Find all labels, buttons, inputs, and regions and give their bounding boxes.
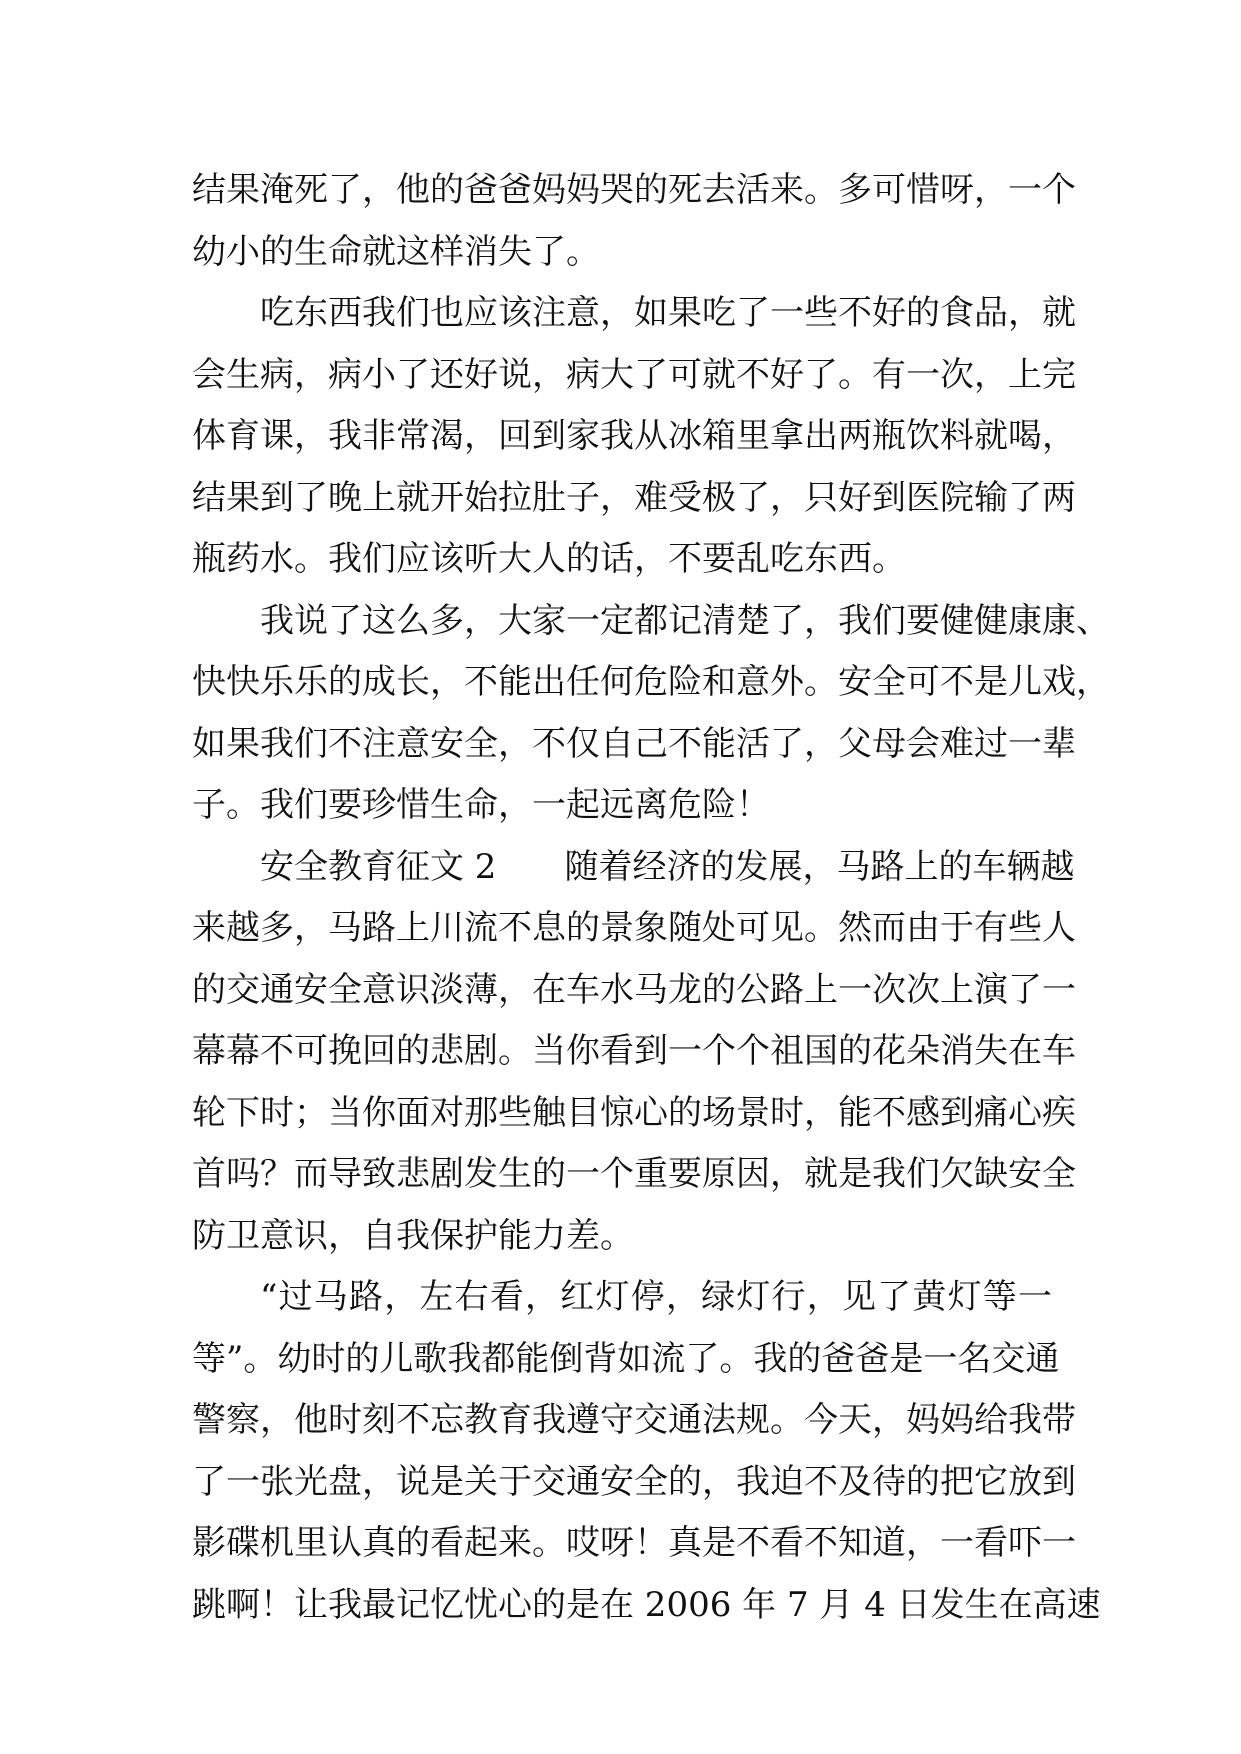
text-line: 会生病，病小了还好说，病大了可就不好了。有一次，上完 — [192, 354, 1076, 395]
text-line: 体育课，我非常渴，回到家我从冰箱里拿出两瓶饮料就喝， — [192, 416, 1076, 456]
text-line: 警察，他时刻不忘教育我遵守交通法规。今天，妈妈给我带 — [192, 1400, 1076, 1440]
text-line: 防卫意识，自我保护能力差。 — [192, 1215, 634, 1256]
text-line: 跳啊！让我最记忆忧心的是在 2006 年 7 月 4 日发生在高速 — [192, 1584, 1101, 1625]
text-line: 幼小的生命就这样消失了。 — [192, 231, 600, 272]
text-line: 了一张光盘，说是关于交通安全的，我迫不及待的把它放到 — [192, 1461, 1076, 1502]
text-line: 结果到了晚上就开始拉肚子，难受极了，只好到医院输了两 — [192, 477, 1076, 518]
text-line: 的交通安全意识淡薄，在车水马龙的公路上一次次上演了一 — [192, 969, 1076, 1010]
text-line: 快快乐乐的成长，不能出任何危险和意外。安全可不是儿戏， — [192, 662, 1110, 702]
text-line: 子。我们要珍惜生命，一起远离危险！ — [192, 785, 770, 825]
document-body — [192, 160, 1110, 1636]
text-line: 吃东西我们也应该注意，如果吃了一些不好的食品，就 — [260, 293, 1076, 333]
text-line: 瓶药水。我们应该听大人的话，不要乱吃东西。 — [192, 539, 906, 579]
text-line: 影碟机里认真的看起来。哎呀！真是不看不知道，一看吓一 — [192, 1523, 1076, 1563]
text-line: 我说了这么多，大家一定都记清楚了，我们要健健康康、 — [260, 600, 1110, 641]
text-line: 如果我们不注意安全，不仅自己不能活了，父母会难过一辈 — [192, 723, 1076, 764]
section-heading-line: 安全教育征文 2 随着经济的发展，马路上的车辆越 — [260, 846, 1075, 887]
text-line: 轮下时；当你面对那些触目惊心的场景时，能不感到痛心疾 — [192, 1092, 1076, 1133]
text-line: 等”。幼时的儿歌我都能倒背如流了。我的爸爸是一名交通 — [192, 1338, 1060, 1379]
text-line: 结果淹死了，他的爸爸妈妈哭的死去活来。多可惜呀，一个 — [192, 170, 1076, 210]
text-line: 来越多，马路上川流不息的景象随处可见。然而由于有些人 — [192, 908, 1076, 948]
text-line: 首吗？而导致悲剧发生的一个重要原因，就是我们欠缺安全 — [192, 1154, 1076, 1194]
text-line: “过马路，左右看，红灯停，绿灯行，见了黄灯等一 — [260, 1277, 1052, 1317]
text-line: 幕幕不可挽回的悲剧。当你看到一个个祖国的花朵消失在车 — [192, 1031, 1076, 1071]
